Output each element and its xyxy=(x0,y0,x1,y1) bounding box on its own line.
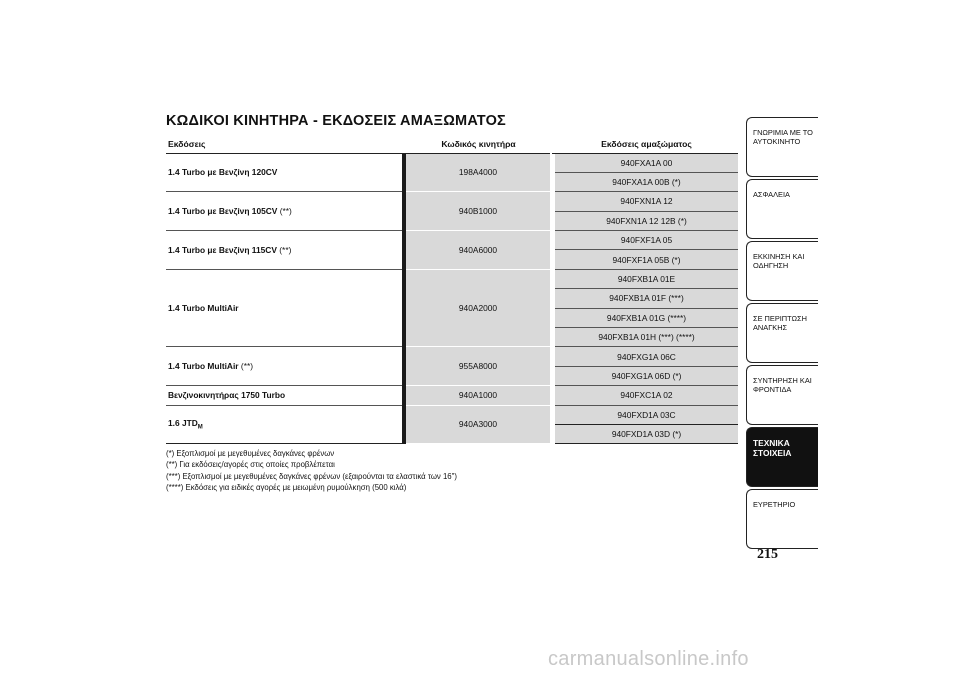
version-cell xyxy=(166,192,402,231)
footnote: (*) Εξοπλισμοί με μεγεθυμένες δαγκάνες φρένων xyxy=(166,449,335,458)
table-header-row xyxy=(166,136,738,153)
header-engine-code: Κωδικός κινητήρα xyxy=(406,136,551,153)
body-version-cell: 940FXN1A 12 12B (*) xyxy=(555,211,738,230)
footnote: (****) Εκδόσεις για ειδικές αγορές με μειωμένη ρυμούλκηση (500 κιλά) xyxy=(166,482,407,492)
body-version-cell: 940FXB1A 01H (***) (****) xyxy=(555,328,738,347)
tab-maintenance[interactable]: ΣΥΝΤΗΡΗΣΗ ΚΑΙ ΦΡΟΝΤΙΔΑ xyxy=(746,365,818,425)
body-version-cell: 940FXB1A 01F (***) xyxy=(555,289,738,308)
version-label: 1.6 JTD xyxy=(168,418,198,429)
engine-code-cell: 955A8000 xyxy=(406,347,551,386)
header-body-versions: Εκδόσεις αμαξώματος xyxy=(555,136,738,153)
page-title: ΚΩΔΙΚΟΙ ΚΙΝΗΤΗΡΑ - ΕΚΔΟΣΕΙΣ ΑΜΑΞΩΜΑΤΟΣ xyxy=(166,113,506,129)
version-cell xyxy=(166,269,402,347)
engine-code-cell: 940A2000 xyxy=(406,269,551,347)
version-note: (**) xyxy=(276,244,292,255)
engine-code-cell: 940B1000 xyxy=(406,192,551,231)
table-row xyxy=(166,192,738,211)
table-row xyxy=(166,231,738,250)
tab-index[interactable]: ΕΥΡΕΤΗΡΙΟ xyxy=(746,489,818,549)
body-version-cell: 940FXF1A 05 xyxy=(555,231,738,250)
header-versions: Εκδόσεις xyxy=(166,136,402,153)
section-tabs xyxy=(746,117,818,551)
version-label: 1.4 Turbo με Βενζίνη 120CV xyxy=(168,167,278,178)
watermark: carmanualsonline.info xyxy=(548,648,749,670)
footnotes xyxy=(166,448,457,493)
table-row xyxy=(166,405,738,424)
version-cell xyxy=(166,347,402,386)
version-label: 1.4 Turbo με Βενζίνη 115CV xyxy=(168,244,277,255)
version-label: 1.4 Turbo με Βενζίνη 105CV xyxy=(168,206,278,217)
body-version-cell: 940FXF1A 05B (*) xyxy=(555,250,738,269)
body-version-cell: 940FXD1A 03C xyxy=(555,405,738,424)
tab-getting-to-know[interactable]: ΓΝΩΡΙΜΙΑ ΜΕ ΤΟ ΑΥΤΟΚΙΝΗΤΟ xyxy=(746,117,818,177)
page-number: 215 xyxy=(757,547,778,562)
engine-code-cell: 198A4000 xyxy=(406,153,551,192)
footnote: (***) Εξοπλισμοί με μεγεθυμένες δαγκάνες φρένων (εξαιρούνται τα ελαστικά των 16") xyxy=(166,471,458,481)
engine-code-table xyxy=(166,136,738,444)
version-cell xyxy=(166,405,402,444)
body-version-cell: 940FXB1A 01E xyxy=(555,269,738,288)
table-row xyxy=(166,269,738,288)
body-version-cell: 940FXD1A 03D (*) xyxy=(555,424,738,443)
engine-code-cell: 940A6000 xyxy=(406,231,551,270)
tab-starting-driving[interactable]: ΕΚΚΙΝΗΣΗ ΚΑΙ ΟΔΗΓΗΣΗ xyxy=(746,241,818,301)
body-version-cell: 940FXA1A 00 xyxy=(555,153,738,172)
version-cell xyxy=(166,153,402,192)
version-note: (**) xyxy=(238,361,254,372)
body-version-cell: 940FXB1A 01G (****) xyxy=(555,308,738,327)
engine-code-cell: 940A1000 xyxy=(406,386,551,405)
body-version-cell: 940FXA1A 00B (*) xyxy=(555,172,738,191)
tab-technical-data[interactable]: ΤΕΧΝΙΚΑ ΣΤΟΙΧΕΙΑ xyxy=(746,427,818,487)
version-subscript: M xyxy=(197,424,203,431)
table-row xyxy=(166,386,738,405)
footnote: (**) Για εκδόσεις/αγορές στις οποίες προβλέπεται xyxy=(166,460,335,470)
body-version-cell: 940FXC1A 02 xyxy=(555,386,738,405)
body-version-cell: 940FXG1A 06D (*) xyxy=(555,366,738,385)
version-label: 1.4 Turbo MultiAir xyxy=(168,303,239,314)
body-version-cell: 940FXN1A 12 xyxy=(555,192,738,211)
tab-emergency[interactable]: ΣΕ ΠΕΡΙΠΤΩΣΗ ΑΝΑΓΚΗΣ xyxy=(746,303,818,363)
version-label: Βενζινοκινητήρας 1750 Turbo xyxy=(168,390,286,401)
body-version-cell: 940FXG1A 06C xyxy=(555,347,738,366)
version-cell xyxy=(166,231,402,270)
version-cell xyxy=(166,386,402,405)
engine-code-cell: 940A3000 xyxy=(406,405,551,444)
version-label: 1.4 Turbo MultiAir xyxy=(168,361,239,372)
table-body xyxy=(166,153,738,444)
table-row xyxy=(166,347,738,366)
tab-safety[interactable]: ΑΣΦΑΛΕΙΑ xyxy=(746,179,818,239)
table-row xyxy=(166,153,738,172)
version-note: (**) xyxy=(277,206,292,217)
